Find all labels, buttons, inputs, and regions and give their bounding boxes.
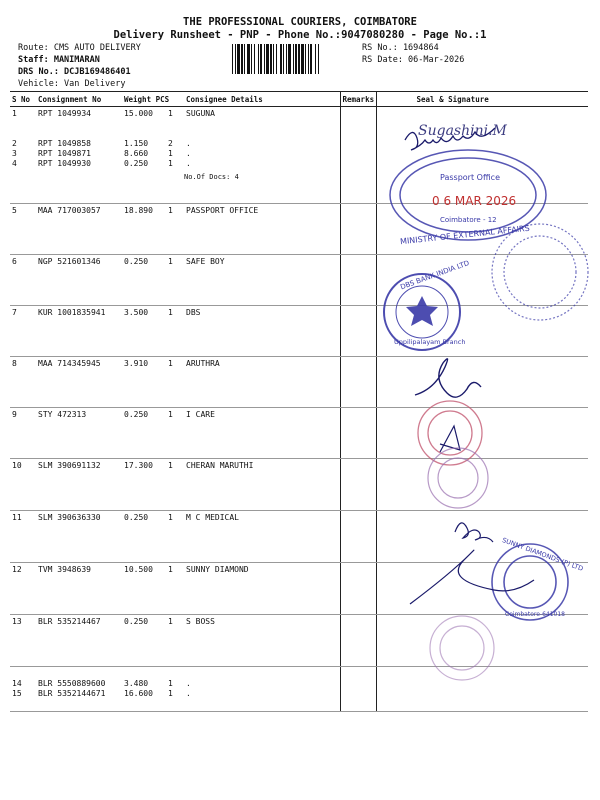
cell-sno: [10, 204, 36, 255]
consignment-number: [38, 119, 120, 129]
consignee-name: M C MEDICAL: [186, 513, 239, 522]
barcode-bar: [276, 44, 277, 74]
weight-pcs-line: [124, 129, 182, 139]
pcs-value: 2: [168, 139, 173, 148]
weight-pcs-line: [124, 359, 182, 369]
cell-seal-signature: [376, 306, 588, 357]
cell-remarks: [340, 667, 376, 712]
table-header-row: [10, 92, 588, 107]
weight-value: 17.300: [124, 461, 153, 470]
cell-remarks: [340, 357, 376, 408]
serial-number: 13: [12, 617, 22, 626]
cell-weight-pcs: [122, 563, 184, 615]
col-sno: S No: [10, 92, 36, 107]
consignment-number: RPT 1049871: [38, 149, 91, 158]
cell-consignment: [36, 306, 122, 357]
barcode-bar: [232, 44, 233, 74]
passport-stamp-top: Passport Office: [440, 173, 500, 182]
cell-sno: [10, 408, 36, 459]
cell-consignee: [184, 107, 340, 204]
cell-weight-pcs: [122, 511, 184, 563]
cell-consignment: [36, 357, 122, 408]
barcode-bar: [264, 44, 265, 74]
consignment-number: RPT 1049858: [38, 139, 91, 148]
cell-consignee: [184, 615, 340, 667]
barcode-bar: [260, 44, 262, 74]
table-row: [10, 306, 588, 357]
consignment-number: [38, 669, 120, 679]
cell-weight-pcs: [122, 615, 184, 667]
serial-number: 9: [12, 410, 17, 419]
pcs-value: 1: [168, 461, 173, 470]
cell-consignee: [184, 306, 340, 357]
cell-remarks: [340, 408, 376, 459]
barcode-bar: [283, 44, 284, 74]
weight-value: 0.250: [124, 410, 149, 419]
consignee-name: .: [186, 139, 191, 148]
barcode-bar: [301, 44, 304, 74]
cell-consignment: [36, 107, 122, 204]
cell-seal-signature: [376, 511, 588, 563]
weight-pcs-line: [124, 159, 182, 169]
company-title: THE PROFESSIONAL COURIERS, COIMBATORE: [183, 16, 417, 28]
weight-pcs-line: [124, 513, 182, 523]
table-row: [10, 357, 588, 408]
serial-number: 10: [12, 461, 22, 470]
rs-number: RS No.: 1694864: [362, 43, 439, 53]
weight-pcs-line: [124, 149, 182, 159]
barcode-bar: [318, 44, 319, 74]
weight-pcs-line: [124, 139, 182, 149]
serial-number: 14: [12, 679, 22, 688]
weight-value: 3.500: [124, 308, 149, 317]
table-row: [10, 511, 588, 563]
weight-value: 1.150: [124, 139, 149, 148]
weight-pcs-line: [124, 257, 182, 267]
cell-remarks: [340, 511, 376, 563]
staff-label: Staff: MANIMARAN: [18, 55, 100, 65]
serial-number: 12: [12, 565, 22, 574]
pcs-value: 1: [168, 689, 173, 698]
col-consignee: Consignee Details: [184, 92, 340, 107]
pcs-value: 1: [168, 257, 173, 266]
consignee-name: .: [186, 149, 191, 158]
cell-weight-pcs: [122, 255, 184, 306]
serial-number: 4: [12, 159, 17, 168]
barcode-bar: [251, 44, 252, 74]
weight-value: 0.250: [124, 513, 149, 522]
barcode-bar: [298, 44, 300, 74]
dbs-branch-text: Uppilipalayam Branch: [394, 338, 466, 346]
serial-number: 8: [12, 359, 17, 368]
weight-pcs-line: [124, 109, 182, 119]
vehicle-label: Vehicle: Van Delivery: [18, 79, 126, 89]
cell-consignee: [184, 357, 340, 408]
weight-value: 0.250: [124, 257, 149, 266]
weight-value: 0.250: [124, 159, 149, 168]
cell-remarks: [340, 615, 376, 667]
consignee-name: .: [186, 679, 191, 688]
cell-seal-signature: [376, 357, 588, 408]
weight-pcs-line: [124, 669, 182, 679]
cell-weight-pcs: [122, 459, 184, 511]
table-row: [10, 563, 588, 615]
cell-consignment: [36, 667, 122, 712]
cell-remarks: [340, 563, 376, 615]
weight-pcs-line: [124, 679, 182, 689]
weight-value: 0.250: [124, 617, 149, 626]
weight-pcs-line: [124, 617, 182, 627]
weight-value: 10.500: [124, 565, 153, 574]
barcode-bar: [254, 44, 255, 74]
cell-weight-pcs: [122, 306, 184, 357]
barcode-bar: [295, 44, 297, 74]
pcs-value: 1: [168, 109, 173, 118]
table-row: [10, 667, 588, 712]
consignee-name: [186, 669, 338, 679]
barcode-bar: [235, 44, 236, 74]
cell-consignee: [184, 511, 340, 563]
serial-number: 1: [12, 109, 17, 118]
weight-pcs-line: [124, 206, 182, 216]
serial-number: 7: [12, 308, 17, 317]
col-remarks: Remarks: [340, 92, 376, 107]
consignment-number: BLR 535214467: [38, 617, 101, 626]
weight-value: 3.480: [124, 679, 149, 688]
serial-number: [12, 129, 34, 139]
weight-pcs-line: [124, 308, 182, 318]
pcs-value: 1: [168, 206, 173, 215]
barcode-bar: [310, 44, 312, 74]
dbs-ring-text: DBS BANK INDIA LTD: [399, 258, 471, 292]
consignee-name: SUNNY DIAMOND: [186, 565, 249, 574]
cell-sno: [10, 107, 36, 204]
cell-weight-pcs: [122, 408, 184, 459]
consignment-number: MAA 717003057: [38, 206, 101, 215]
consignee-name: .: [186, 159, 191, 168]
weight-value: 16.600: [124, 689, 153, 698]
consignment-number: NGP 521601346: [38, 257, 101, 266]
cell-sno: [10, 306, 36, 357]
runsheet-table: [10, 91, 588, 712]
cell-seal-signature: [376, 615, 588, 667]
passport-stamp-date: 0 6 MAR 2026: [432, 194, 517, 208]
consignment-number: TVM 3948639: [38, 565, 91, 574]
barcode-bar: [266, 44, 269, 74]
serial-number: [12, 669, 34, 679]
cell-sno: [10, 511, 36, 563]
consignee-name: [186, 129, 338, 139]
weight-pcs-line: [124, 410, 182, 420]
sunny-city-text: Coimbatore-641018: [505, 611, 565, 618]
barcode-bar: [244, 44, 245, 74]
cell-consignee: [184, 204, 340, 255]
consignee-name: .: [186, 689, 191, 698]
barcode-bar: [273, 44, 274, 74]
cell-sno: [10, 459, 36, 511]
table-row: [10, 107, 588, 204]
cell-consignee: [184, 255, 340, 306]
runsheet-subtitle: Delivery Runsheet - PNP - Phone No.:9047080280 - Page No.:1: [113, 29, 487, 41]
barcode-bar: [293, 44, 294, 74]
cell-consignee: [184, 408, 340, 459]
consignment-number: BLR 5550889600: [38, 679, 106, 688]
consignee-name: SAFE BOY: [186, 257, 225, 266]
pcs-value: 1: [168, 410, 173, 419]
cell-consignment: [36, 563, 122, 615]
cell-weight-pcs: [122, 204, 184, 255]
barcode-bar: [288, 44, 291, 74]
consignment-number: RPT 1049930: [38, 159, 91, 168]
pcs-value: 1: [168, 565, 173, 574]
weight-value: 15.000: [124, 109, 153, 118]
consignee-name: I CARE: [186, 410, 215, 419]
cell-weight-pcs: [122, 667, 184, 712]
cell-remarks: [340, 107, 376, 204]
weight-value: 3.910: [124, 359, 149, 368]
cell-consignment: [36, 615, 122, 667]
consignment-number: BLR 5352144671: [38, 689, 106, 698]
cell-sno: [10, 357, 36, 408]
consignee-name: DBS: [186, 308, 201, 317]
cell-consignment: [36, 459, 122, 511]
weight-pcs-line: [124, 119, 182, 129]
table-row: [10, 204, 588, 255]
weight-value: 8.660: [124, 149, 149, 158]
cell-remarks: [340, 255, 376, 306]
barcode-bar: [270, 44, 272, 74]
barcode-bar: [286, 44, 287, 74]
consignment-number: STY 472313: [38, 410, 87, 419]
table-row: [10, 459, 588, 511]
cell-consignee: [184, 667, 340, 712]
barcode-bar: [305, 44, 306, 74]
barcode-bar: [308, 44, 309, 74]
pcs-value: 1: [168, 617, 173, 626]
barcode-bar: [315, 44, 316, 74]
signature-1-text: Sugashini.M: [418, 123, 507, 139]
consignment-number: [38, 129, 120, 139]
barcode-bar: [241, 44, 243, 74]
consignee-name: S BOSS: [186, 617, 215, 626]
consignment-number: MAA 714345945: [38, 359, 101, 368]
serial-number: 3: [12, 149, 17, 158]
cell-consignee: [184, 563, 340, 615]
serial-number: 6: [12, 257, 17, 266]
serial-number: 15: [12, 689, 22, 698]
pcs-value: 1: [168, 679, 173, 688]
consignment-number: SLM 390691132: [38, 461, 101, 470]
pcs-value: 1: [168, 149, 173, 158]
cell-weight-pcs: [122, 357, 184, 408]
weight-value: 18.890: [124, 206, 153, 215]
serial-number: [12, 119, 34, 129]
table-row: [10, 255, 588, 306]
col-consignment: Consignment No: [36, 92, 122, 107]
cell-seal-signature: [376, 204, 588, 255]
weight-pcs-line: [124, 461, 182, 471]
consignment-number: RPT 1049934: [38, 109, 91, 118]
serial-number: 5: [12, 206, 17, 215]
cell-consignee: [184, 459, 340, 511]
cell-consignment: [36, 408, 122, 459]
serial-number: 2: [12, 139, 17, 148]
barcode-bar: [280, 44, 282, 74]
pcs-value: 1: [168, 308, 173, 317]
passport-stamp-city: Coimbatore - 12: [440, 216, 497, 224]
consignment-number: KUR 1001835941: [38, 308, 106, 317]
cell-remarks: [340, 459, 376, 511]
barcode-bar: [247, 44, 250, 74]
cell-seal-signature: [376, 408, 588, 459]
consignee-name: PASSPORT OFFICE: [186, 206, 259, 215]
cell-consignment: [36, 511, 122, 563]
barcode: [232, 44, 357, 74]
cell-seal-signature: [376, 107, 588, 204]
cell-consignment: [36, 204, 122, 255]
table-row: [10, 408, 588, 459]
cell-consignment: [36, 255, 122, 306]
weight-pcs-line: [124, 689, 182, 699]
cell-seal-signature: [376, 563, 588, 615]
passport-stamp-ring: MINISTRY OF EXTERNAL AFFAIRS: [399, 223, 531, 247]
cell-remarks: [340, 204, 376, 255]
table-row: [10, 615, 588, 667]
weight-pcs-line: [124, 565, 182, 575]
col-weight-pcs: Weight PCS: [122, 92, 184, 107]
cell-seal-signature: [376, 667, 588, 712]
serial-number: 11: [12, 513, 22, 522]
pcs-value: 1: [168, 513, 173, 522]
docs-count-note: No.Of Docs: 4: [184, 173, 239, 181]
barcode-bar: [258, 44, 259, 74]
cell-remarks: [340, 306, 376, 357]
rs-date: RS Date: 06-Mar-2026: [362, 55, 465, 65]
col-seal: Seal & Signature: [376, 92, 588, 107]
cell-sno: [10, 563, 36, 615]
cell-weight-pcs: [122, 107, 184, 204]
consignee-name: SUGUNA: [186, 109, 215, 118]
route-label: Route: CMS AUTO DELIVERY: [18, 43, 141, 53]
cell-seal-signature: [376, 255, 588, 306]
consignee-name: ARUTHRA: [186, 359, 220, 368]
cell-sno: [10, 667, 36, 712]
sunny-ring-text: SUNNY DIAMONDS (P) LTD: [501, 536, 585, 573]
pcs-value: 1: [168, 159, 173, 168]
cell-seal-signature: [376, 459, 588, 511]
consignee-name: CHERAN MARUTHI: [186, 461, 254, 470]
drs-label: DRS No.: DCJB169486401: [18, 67, 131, 77]
consignee-name: [186, 119, 338, 129]
cell-sno: [10, 615, 36, 667]
pcs-value: 1: [168, 359, 173, 368]
consignment-number: SLM 390636330: [38, 513, 101, 522]
barcode-bar: [237, 44, 240, 74]
cell-sno: [10, 255, 36, 306]
